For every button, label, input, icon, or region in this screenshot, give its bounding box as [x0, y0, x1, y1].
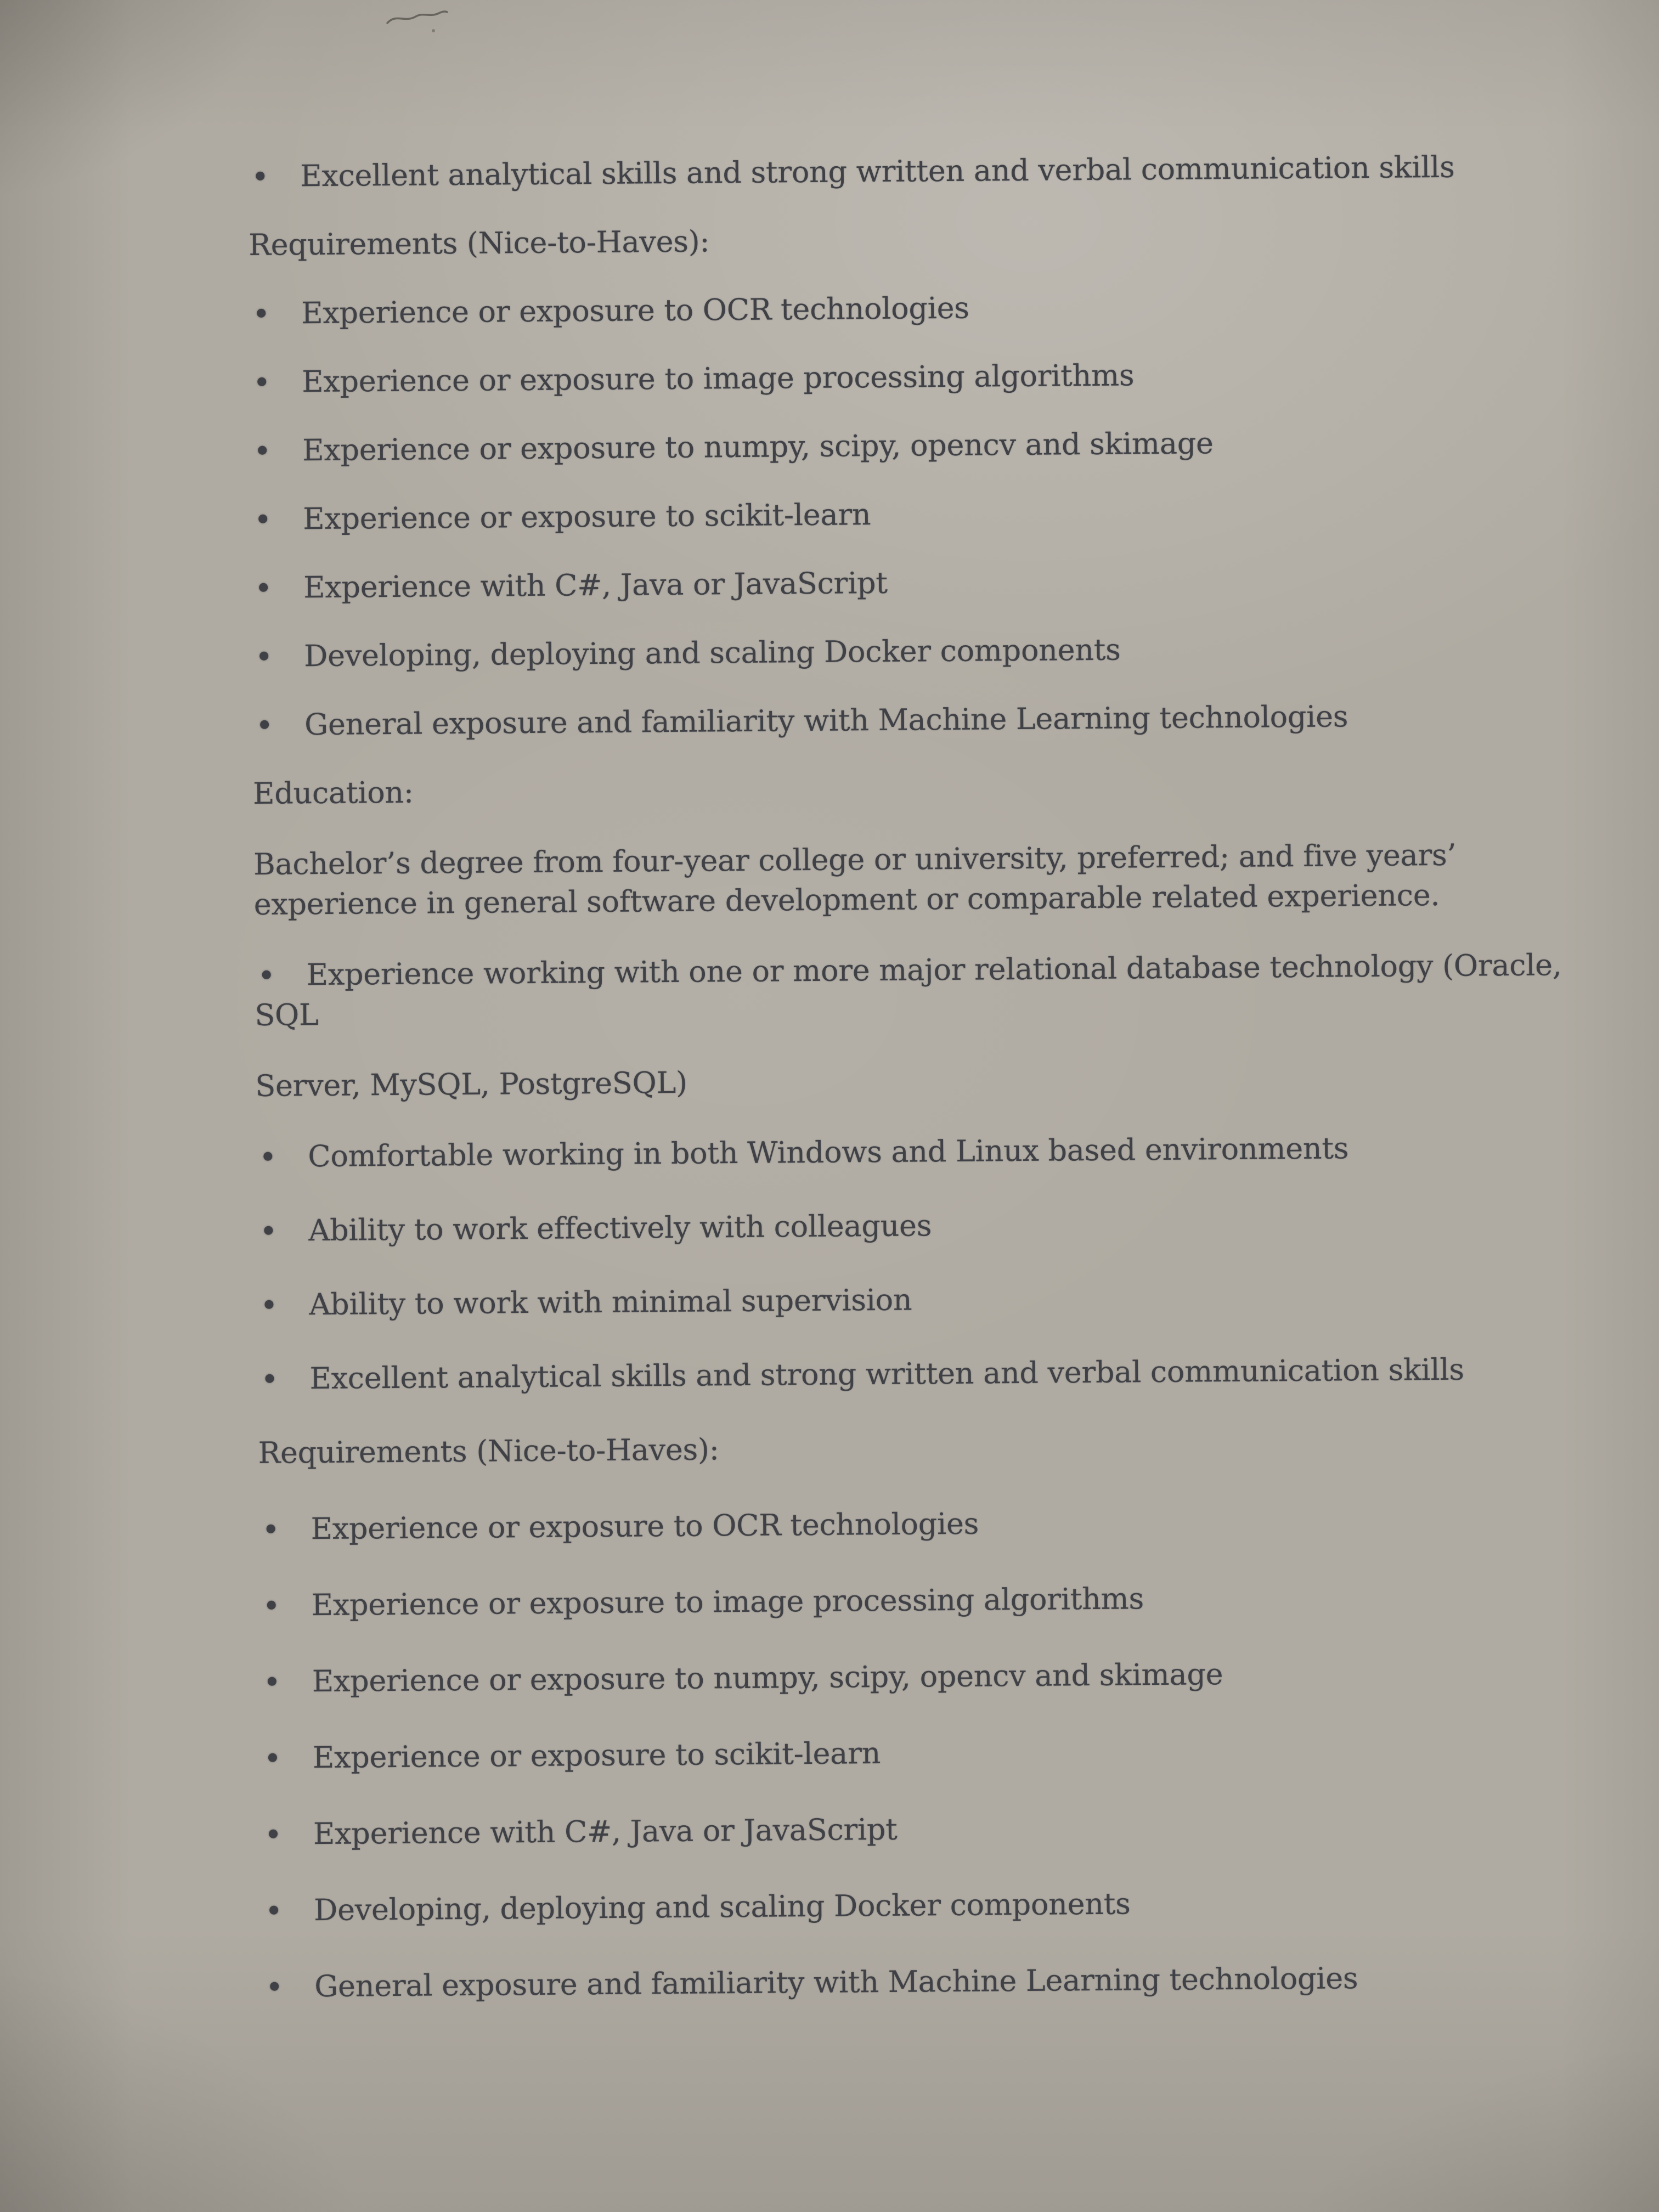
- bullet-text: Experience or exposure to numpy, scipy, opencv and skimage: [312, 1657, 1223, 1699]
- list-item: [251, 489, 1524, 539]
- bullet-marker: [258, 446, 267, 455]
- bullet-text: Experience or exposure to image processing algorithms: [301, 358, 1135, 399]
- bullet-marker: [269, 1830, 278, 1838]
- document-text-block: [248, 146, 1562, 2043]
- section-heading-requirements-1: Requirements (Nice-to-Haves):: [249, 224, 710, 262]
- section-heading-requirements-2: Requirements (Nice-to-Haves):: [258, 1432, 719, 1470]
- bullet-marker: [267, 1601, 276, 1610]
- bullet-marker: [270, 1982, 279, 1991]
- bullet-text: General exposure and familiarity with Machine Learning technologies: [314, 1961, 1358, 2004]
- bullet-marker: [258, 515, 267, 523]
- bullet-text: Experience with C#, Java or JavaScript: [303, 565, 888, 605]
- bullet-text: Ability to work with minimal supervision: [309, 1282, 912, 1322]
- bullet-marker: [268, 1753, 277, 1762]
- bullet-marker: [268, 1677, 276, 1686]
- bullet-marker: [257, 377, 266, 386]
- list-item: [257, 1275, 1530, 1325]
- list-item: [254, 945, 1562, 1035]
- paragraph-line: Bachelor’s degree from four-year college or university, preferred; and five years’: [253, 837, 1457, 882]
- bullet-text: Developing, deploying and scaling Docker components: [313, 1886, 1131, 1928]
- list-item: [256, 1127, 1529, 1177]
- stray-pencil-mark: [384, 5, 450, 38]
- list-item: [261, 1804, 1534, 1854]
- education-paragraph: [253, 834, 1527, 924]
- bullet-text: Experience working with one or more major relational database technology (Oracle,: [306, 947, 1562, 992]
- bullet-marker: [262, 970, 271, 979]
- list-item: [250, 421, 1523, 471]
- list-item: [259, 1576, 1532, 1626]
- server-line-paragraph: Server, MySQL, PostgreSQL): [255, 1065, 688, 1103]
- bullet-text: Experience with C#, Java or JavaScript: [313, 1812, 898, 1852]
- list-item: [252, 627, 1525, 676]
- bullet-text: Experience or exposure to scikit-learn: [312, 1736, 881, 1775]
- bullet-text: Excellent analytical skills and strong written and verbal communication skills: [300, 149, 1455, 194]
- bullet-marker: [259, 652, 268, 661]
- list-item: [258, 1499, 1532, 1549]
- bullet-marker: [264, 1226, 273, 1235]
- list-item: [252, 695, 1526, 745]
- list-item: [248, 146, 1521, 196]
- list-item: [260, 1652, 1533, 1702]
- list-item: [249, 284, 1522, 334]
- bullet-marker: [269, 1906, 278, 1915]
- bullet-text: Experience or exposure to OCR technologies: [301, 290, 969, 331]
- bullet-marker: [265, 1374, 274, 1383]
- paper-speck: [432, 29, 435, 32]
- bullet-text: Experience or exposure to image processing algorithms: [311, 1581, 1144, 1623]
- bullet-text: Experience or exposure to numpy, scipy, opencv and skimage: [302, 426, 1214, 468]
- bullet-marker: [267, 1525, 275, 1533]
- bullet-marker: [259, 583, 268, 592]
- list-item: [262, 1881, 1535, 1931]
- bullet-marker: [257, 309, 266, 318]
- list-item: [256, 1201, 1530, 1251]
- bullet-marker: [263, 1152, 272, 1161]
- bullet-text: Experience or exposure to scikit-learn: [302, 497, 871, 537]
- section-heading-education: Education:: [252, 775, 414, 811]
- bullet-marker: [264, 1300, 273, 1309]
- list-item: [251, 558, 1525, 608]
- bullet-marker: [256, 172, 264, 180]
- paragraph-line: experience in general software development or comparable related experience.: [253, 877, 1440, 922]
- list-item: [257, 1349, 1531, 1399]
- list-item: [250, 352, 1523, 402]
- bullet-text: Excellent analytical skills and strong written and verbal communication skills: [309, 1352, 1464, 1396]
- bullet-text: Comfortable working in both Windows and Linux based environments: [308, 1131, 1349, 1174]
- bullet-text: Experience or exposure to OCR technologies: [311, 1506, 979, 1547]
- bullet-text: General exposure and familiarity with Machine Learning technologies: [304, 699, 1348, 742]
- bullet-text: Ability to work effectively with colleagues: [308, 1208, 932, 1248]
- bullet-marker: [260, 720, 269, 729]
- bullet-text: Developing, deploying and scaling Docker components: [303, 632, 1121, 674]
- list-item: [261, 1728, 1534, 1778]
- bullet-text-continuation: SQL: [255, 997, 319, 1032]
- list-item: [262, 1957, 1536, 2007]
